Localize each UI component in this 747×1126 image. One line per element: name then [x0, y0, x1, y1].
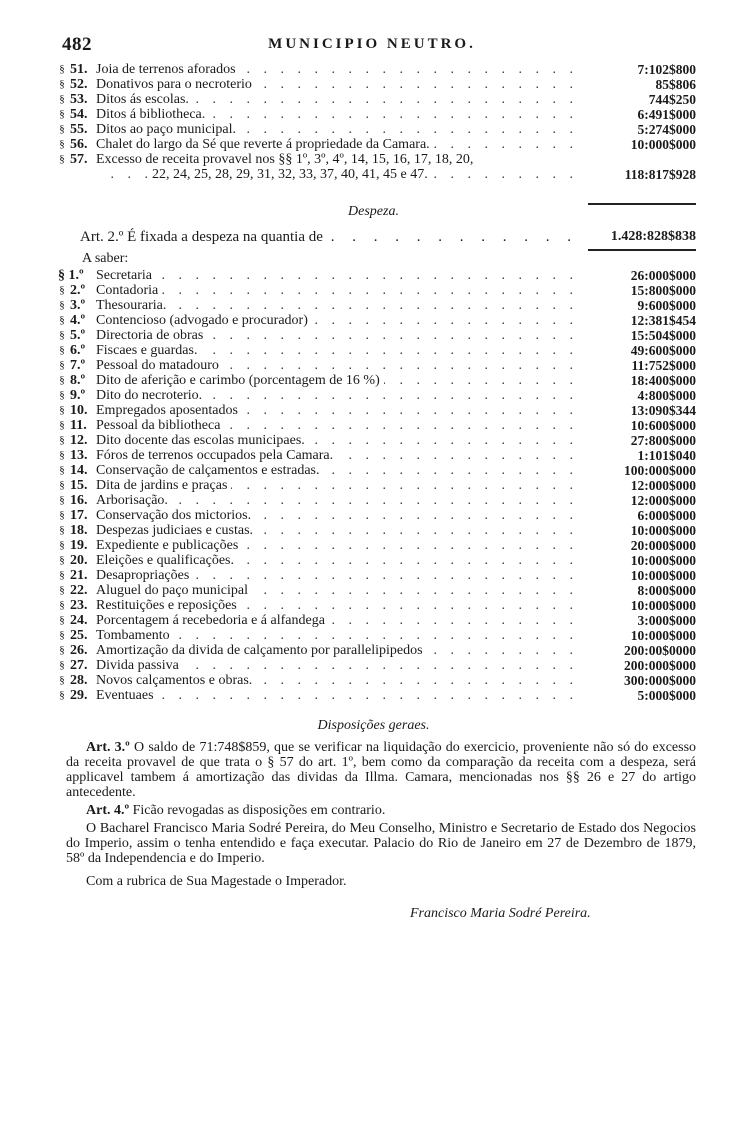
section-mark-icon: § [59, 314, 65, 326]
dot-leader [96, 688, 578, 703]
item-label: 22, 24, 25, 28, 29, 31, 32, 33, 37, 40, 41, 45 e 47. [152, 167, 432, 182]
despeza-row [56, 628, 696, 643]
item-number: 21. [70, 568, 88, 583]
section-mark-icon: § [59, 374, 65, 386]
item-label: Conservação dos mictorios. [96, 508, 255, 523]
section-mark-icon: § [59, 614, 65, 626]
rubrica-line: Com a rubrica de Sua Magestade o Imperador. [86, 874, 347, 889]
item-number: 55. [70, 122, 88, 137]
item-amount: 26:000$000 [625, 268, 696, 283]
section-mark-icon: § [59, 299, 65, 311]
section-mark-icon: § [59, 344, 65, 356]
item-number: 56. [70, 137, 88, 152]
item-amount: 13:090$344 [625, 403, 696, 418]
item-number: 19. [70, 538, 88, 553]
section-mark-icon: § [59, 569, 65, 581]
despeza-row [56, 673, 696, 688]
despeza-row [56, 583, 696, 598]
section-mark-icon: § [59, 494, 65, 506]
item-amount: 9:600$000 [632, 298, 697, 313]
item-label: Conservação de calçamentos e estradas. [96, 463, 324, 478]
item-label: Amortização da divida de calçamento por parallelipipedos [96, 643, 427, 658]
section-mark-icon: § [59, 108, 65, 120]
despeza-row [56, 508, 696, 523]
despeza-row [56, 373, 696, 388]
item-amount: 15:800$000 [625, 283, 696, 298]
art3-text: O saldo de 71:748$859, que se verificar na liquidação do exercicio, proveniente não só do excesso da receita provavel de que trata o § 57 do art. 1º, bem como da comparação da receita com a despeza, será applicavel tambem á amortização das dividas da Illma. Camara, mencionadas nos §§ 26 e 27 do artigo antecedente. [66, 740, 697, 800]
item-number: 23. [70, 598, 88, 613]
item-number: 9.º [70, 388, 86, 403]
section-mark-icon: § [59, 599, 65, 611]
item-number: 6.º [70, 343, 86, 358]
item-number: 2.º [70, 283, 86, 298]
section-mark-icon: § [59, 644, 65, 656]
item-amount: 4:800$000 [632, 388, 697, 403]
item-amount: 10:000$000 [625, 628, 696, 643]
despeza-row [56, 538, 696, 553]
item-number: 12. [70, 433, 88, 448]
despeza-row [56, 658, 696, 673]
art4-paragraph [66, 803, 696, 818]
section-mark-icon: § [59, 404, 65, 416]
item-amount: 20:000$000 [625, 538, 696, 553]
item-number: 18. [70, 523, 88, 538]
despeza-row [56, 463, 696, 478]
item-amount: 12:000$000 [625, 493, 696, 508]
section-mark-icon: § [59, 93, 65, 105]
item-number: 51. [70, 62, 88, 77]
item-label: Dito do necroterio. [96, 388, 206, 403]
section-mark-icon: § [59, 584, 65, 596]
section-mark-icon: § [59, 539, 65, 551]
item-number: 11. [70, 418, 87, 433]
item-amount: 49:600$000 [625, 343, 696, 358]
item-amount: 15:504$000 [625, 328, 696, 343]
item-number: 54. [70, 107, 88, 122]
item-amount: 8:000$000 [632, 583, 697, 598]
item-amount: 10:000$000 [625, 523, 696, 538]
item-amount: 10:000$000 [625, 137, 696, 152]
item-label: Excesso de receita provavel nos §§ 1º, 3º, 4º, 14, 15, 16, 17, 18, 20, [96, 152, 477, 167]
item-label: Eleições e qualificações. [96, 553, 238, 568]
despeza-row [56, 313, 696, 328]
item-number: 25. [70, 628, 88, 643]
despeza-row [56, 433, 696, 448]
receita-row [56, 137, 696, 152]
despeza-title: Despeza. [348, 204, 399, 219]
section-mark-icon: § [59, 419, 65, 431]
item-amount: 1:101$040 [632, 448, 697, 463]
item-amount: 10:000$000 [625, 568, 696, 583]
item-label: Fóros de terrenos occupados pela Camara. [96, 448, 337, 463]
item-label: Ditos ás escolas. [96, 92, 193, 107]
a-saber-label: A saber: [82, 251, 129, 266]
section-mark-icon: § [59, 464, 65, 476]
art2-label: Art. 2.º É fixada a despeza na quantia de [80, 229, 327, 246]
item-label: Joia de terrenos aforados [96, 62, 240, 77]
section-mark-icon: § [59, 659, 65, 671]
item-amount: 85$806 [650, 77, 697, 92]
section-mark-icon: § [59, 434, 65, 446]
section-mark-icon: § [59, 509, 65, 521]
item-number: 7.º [70, 358, 86, 373]
item-label: Porcentagem á recebedoria e á alfandega [96, 613, 329, 628]
receita-row [56, 152, 696, 167]
despeza-row [56, 298, 696, 313]
item-label: Contencioso (advogado e procurador) [96, 313, 312, 328]
section-mark-icon: § [59, 629, 65, 641]
item-label: Eventuaes [96, 688, 158, 703]
despeza-row [56, 388, 696, 403]
receita-list [56, 62, 696, 182]
despeza-row [56, 568, 696, 583]
item-amount: 10:000$000 [625, 553, 696, 568]
section-mark-icon: § [59, 123, 65, 135]
disposicoes-title: Disposições geraes. [317, 718, 430, 733]
receita-row [56, 167, 696, 182]
item-label: Chalet do largo da Sé que reverte á propriedade da Camara. [96, 137, 434, 152]
item-amount: 100:000$000 [618, 463, 696, 478]
item-number: 24. [70, 613, 88, 628]
section-mark-icon: § [59, 389, 65, 401]
item-label: Contadoria [96, 283, 162, 298]
section-mark-icon: § [59, 449, 65, 461]
item-number: 15. [70, 478, 88, 493]
dot-leader [96, 283, 578, 298]
despeza-list [56, 268, 696, 703]
item-number: 22. [70, 583, 88, 598]
section-mark-icon: § [59, 78, 65, 90]
despeza-row [56, 328, 696, 343]
signature: Francisco Maria Sodré Pereira. [410, 906, 591, 921]
item-amount: 27:800$000 [625, 433, 696, 448]
closing-paragraph: O Bacharel Francisco Maria Sodré Pereira, do Meu Conselho, Ministro e Secretario de Estado dos Negocios do Imperio, assim o tenha entendido e faça executar. Palacio do Rio de Janeiro em 27 de Dezembro de 1879, 58º da Independencia e do Imperio. [66, 821, 696, 866]
item-amount: 12:000$000 [625, 478, 696, 493]
item-label: Desapropriações [96, 568, 193, 583]
item-amount: 744$250 [643, 92, 696, 107]
despeza-row [56, 358, 696, 373]
item-number: 26. [70, 643, 88, 658]
item-label: Ditos ao paço municipal. [96, 122, 240, 137]
item-number: 52. [70, 77, 88, 92]
item-label: Arborisação. [96, 493, 172, 508]
item-amount: 6:000$000 [632, 508, 697, 523]
item-label: Thesouraria. [96, 298, 170, 313]
section-mark-icon: § [59, 284, 65, 296]
item-label: Restituições e reposições [96, 598, 241, 613]
item-label: Directoria de obras [96, 328, 207, 343]
item-label: Despezas judiciaes e custas. [96, 523, 257, 538]
item-amount: 6:491$000 [632, 107, 697, 122]
dot-leader [96, 268, 578, 283]
art4-heading: Art. 4.º [86, 803, 130, 818]
item-number: 53. [70, 92, 88, 107]
despeza-row [56, 523, 696, 538]
art4-text: Ficão revogadas as disposições em contrario. [132, 803, 386, 818]
item-label: Dito docente das escolas municipaes. [96, 433, 309, 448]
section-mark-icon: § [59, 359, 65, 371]
item-label: Donativos para o necroterio [96, 77, 256, 92]
despeza-row [56, 553, 696, 568]
receita-row [56, 107, 696, 122]
despeza-row [56, 493, 696, 508]
receita-row [56, 122, 696, 137]
despeza-row [56, 343, 696, 358]
item-number: § 1.º [58, 268, 84, 283]
item-label: Expediente e publicações [96, 538, 242, 553]
item-label: Empregados aposentados [96, 403, 242, 418]
despeza-row [56, 418, 696, 433]
receita-row [56, 92, 696, 107]
section-mark-icon: § [59, 479, 65, 491]
despeza-row [56, 598, 696, 613]
item-amount: 200:00$0000 [618, 643, 696, 658]
receita-row [56, 77, 696, 92]
item-number: 10. [70, 403, 88, 418]
art3-paragraph [66, 740, 696, 800]
item-label: Dito de aferição e carimbo (porcentagem de 16 %) [96, 373, 384, 388]
receita-row [56, 62, 696, 77]
item-label: Pessoal do matadouro [96, 358, 223, 373]
art2-line [80, 229, 696, 247]
item-amount: 3:000$000 [632, 613, 697, 628]
item-label: Pessoal da bibliotheca [96, 418, 224, 433]
item-amount: 12:381$454 [625, 313, 696, 328]
item-amount: 18:400$000 [625, 373, 696, 388]
item-label: Fiscaes e guardas. [96, 343, 201, 358]
running-title: MUNICIPIO NEUTRO. [268, 36, 476, 52]
item-label: Aluguel do paço municipal [96, 583, 252, 598]
section-mark-icon: § [59, 329, 65, 341]
item-label: Secretaria [96, 268, 156, 283]
section-mark-icon: § [59, 138, 65, 150]
item-number: 3.º [70, 298, 86, 313]
item-number: 29. [70, 688, 88, 703]
item-number: 27. [70, 658, 88, 673]
item-amount: 5:000$000 [632, 688, 697, 703]
section-mark-icon: § [59, 153, 65, 165]
item-number: 20. [70, 553, 88, 568]
item-amount: 300:000$000 [618, 673, 696, 688]
item-number: 16. [70, 493, 88, 508]
item-number: 5.º [70, 328, 86, 343]
section-mark-icon: § [59, 554, 65, 566]
section-mark-icon: § [59, 674, 65, 686]
section-mark-icon: § [59, 689, 65, 701]
page-header [62, 34, 682, 56]
item-number: 57. [70, 152, 88, 167]
item-amount: 200:000$000 [618, 658, 696, 673]
despeza-row [56, 268, 696, 283]
art2-amount: 1.428:828$838 [605, 229, 696, 245]
item-label: Divida passiva [96, 658, 183, 673]
item-label: Ditos á bibliotheca. [96, 107, 209, 122]
item-amount: 7:102$800 [632, 62, 697, 77]
item-number: 28. [70, 673, 88, 688]
art3-heading: Art. 3.º [86, 740, 130, 755]
item-number: 4.º [70, 313, 86, 328]
item-number: 8.º [70, 373, 86, 388]
despeza-row [56, 403, 696, 418]
item-amount: 10:600$000 [625, 418, 696, 433]
item-number: 13. [70, 448, 88, 463]
item-amount: 5:274$000 [632, 122, 697, 137]
despeza-row [56, 448, 696, 463]
despeza-row [56, 688, 696, 703]
item-amount: 118:817$928 [619, 167, 696, 182]
section-mark-icon: § [59, 63, 65, 75]
despeza-row [56, 478, 696, 493]
despeza-row [56, 283, 696, 298]
total-rule [588, 249, 696, 251]
section-mark-icon: § [59, 524, 65, 536]
item-label: Dita de jardins e praças [96, 478, 231, 493]
page-number: 482 [62, 34, 92, 55]
item-amount: 10:000$000 [625, 598, 696, 613]
despeza-row [56, 643, 696, 658]
item-number: 14. [70, 463, 88, 478]
item-label: Tombamento [96, 628, 174, 643]
item-amount: 11:752$000 [625, 358, 696, 373]
despeza-row [56, 613, 696, 628]
item-label: Novos calçamentos e obras. [96, 673, 256, 688]
item-number: 17. [70, 508, 88, 523]
